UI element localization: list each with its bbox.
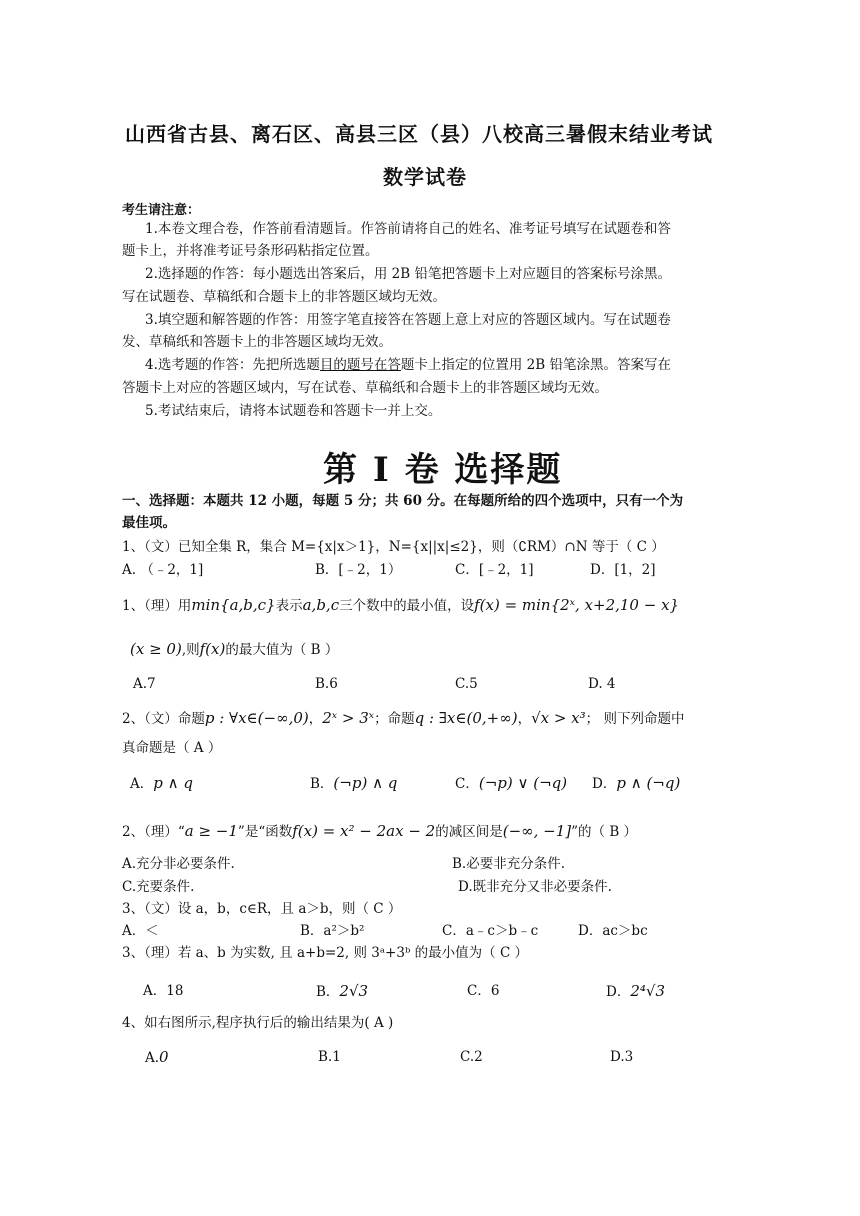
q2-wen-formula-ineq1: 2ˣ > 3ˣ bbox=[322, 709, 375, 727]
q3-li-option-b bbox=[316, 980, 368, 1003]
q2-wen-option-c bbox=[455, 772, 567, 795]
section-instructions-a: 一、选择题：本题共 12 小题，每题 5 分；共 60 分。在每题所给的四个选项中，只有一个为 bbox=[122, 493, 684, 509]
notice-item-4b: 答题卡上对应的答题区域内，写在试卷、草稿纸和合题卡上的非答题区域均无效。 bbox=[122, 380, 608, 396]
q1-li-formula-f: f(x) = min{2ˣ, x+2,10 − x} bbox=[474, 596, 680, 614]
exam-subtitle: 数学试卷 bbox=[383, 165, 467, 189]
section-title: 第 I 卷 选择题 bbox=[323, 450, 563, 490]
section-instructions-b: 最佳项。 bbox=[122, 515, 176, 531]
q1-wen-option-b: B．[﹣2，1） bbox=[315, 562, 402, 578]
q2-wen-option-c-formula: (¬p) ∨ (¬q) bbox=[478, 774, 568, 792]
q4-option-a-value: 0 bbox=[159, 1048, 169, 1066]
q2-wen-text-1: 2、（文）命题 bbox=[122, 711, 205, 727]
q2-wen-option-d-label: D． bbox=[592, 776, 617, 792]
q2-li-text-1: 2、（理）“ bbox=[122, 824, 185, 840]
q1-li-text-1: 1、（理）用 bbox=[122, 598, 192, 614]
q3-wen-option-b: B．a²＞b² bbox=[300, 923, 365, 939]
q2-wen-option-c-label: C． bbox=[455, 776, 479, 792]
q2-wen-formula-q: q : ∃x∈(0,+∞) bbox=[414, 709, 518, 727]
notice-item-4a-part3: 题卡上指定的位置用 2B 铅笔涂黑。答案写在 bbox=[400, 357, 671, 373]
q3-li-stem: 3、（理）若 a、b 为实数, 且 a+b=2, 则 3ᵃ+3ᵇ 的最小值为（ C ） bbox=[122, 945, 529, 961]
q2-wen-stem: 2、（文）命题p : ∀x∈(−∞,0)，2ˣ > 3ˣ；命题q : ∃x∈(0,+∞)，√x > x³； 则下列命题中 bbox=[122, 709, 685, 727]
q1-li-option-c: C.5 bbox=[455, 676, 478, 692]
q2-li-option-b: B.必要非充分条件. bbox=[452, 856, 566, 872]
q1-li-text-3: 三个数中的最小值，设 bbox=[339, 598, 475, 614]
q1-li-formula-min: min{a,b,c} bbox=[191, 596, 276, 614]
q2-li-stem bbox=[122, 820, 637, 843]
q2-li-option-c: C.充要条件. bbox=[122, 879, 195, 895]
notice-item-4a bbox=[145, 354, 671, 376]
q1-wen-stem: 1、（文）已知全集 R，集合 M={x|x＞1}，N={x||x|≤2}，则（∁RM）∩N 等于（ C ） bbox=[122, 539, 665, 555]
q3-wen-option-a: A．＜ bbox=[122, 923, 159, 939]
q2-li-text-3: 的减区间是 bbox=[435, 824, 503, 840]
q1-wen-option-a: A. （﹣2，1] bbox=[122, 562, 204, 578]
q2-wen-option-a-formula: p ∧ q bbox=[153, 774, 193, 792]
notice-item-2a: 2.选择题的作答：每小题选出答案后，用 2B 铅笔把答题卡上对应题目的答案标号涂黑。 bbox=[145, 266, 671, 282]
q1-li-formula-fx: f(x) bbox=[199, 640, 226, 658]
q4-option-a-label: A. bbox=[145, 1050, 160, 1066]
notice-item-4a-underlined: 目的题号在答 bbox=[319, 357, 401, 373]
notice-item-4a-part1: 4.选考题的作答：先把所选题 bbox=[145, 357, 320, 373]
q4-option-c: C.2 bbox=[460, 1049, 483, 1065]
q1-li-text-5: 的最大值为（ B ） bbox=[225, 642, 339, 658]
q2-li-option-d: D.既非充分又非必要条件. bbox=[458, 879, 612, 895]
q2-wen-option-a-label: A． bbox=[130, 776, 154, 792]
q2-wen-option-b-label: B． bbox=[310, 776, 334, 792]
notice-item-1a: 1.本卷文理合卷，作答前看清题旨。作答前请将自己的姓名、准考证号填写在试题卷和答 bbox=[145, 221, 671, 237]
q2-wen-formula-ineq2: √x > x³ bbox=[531, 709, 586, 727]
q1-li-formula-abc: a,b,c bbox=[302, 596, 340, 614]
q1-li-text-4: ,则 bbox=[181, 642, 200, 658]
q3-li-option-b-formula: 2√3 bbox=[339, 982, 369, 1000]
q2-wen-option-a bbox=[130, 772, 193, 795]
notice-item-2b: 写在试题卷、草稿纸和合题卡上的非答题区域均无效。 bbox=[122, 289, 446, 305]
q1-wen-option-d: D．[1，2] bbox=[590, 562, 656, 578]
q1-li-option-a: A.7 bbox=[133, 676, 156, 692]
q3-li-option-c: C．6 bbox=[467, 983, 500, 999]
q1-wen-option-c: C．[﹣2，1] bbox=[455, 562, 534, 578]
q2-wen-text-3: ； 则下列命题中 bbox=[585, 711, 685, 727]
q3-wen-option-c: C．a﹣c＞b﹣c bbox=[442, 923, 539, 939]
q2-wen-option-d bbox=[592, 772, 680, 795]
q3-wen-stem: 3、（文）设 a，b，c∈R，且 a＞b，则（ C ） bbox=[122, 901, 402, 917]
q2-li-formula-a: a ≥ −1 bbox=[184, 822, 238, 840]
q3-li-option-d-label: D． bbox=[606, 984, 631, 1000]
q2-wen-option-d-formula: p ∧ (¬q) bbox=[616, 774, 681, 792]
q2-wen-option-b bbox=[310, 772, 397, 795]
q2-li-formula-interval: (−∞, −1] bbox=[502, 822, 572, 840]
notice-item-1b: 题卡上，并将准考证号条形码粘指定位置。 bbox=[122, 243, 379, 259]
q3-li-option-d bbox=[606, 980, 665, 1003]
q3-li-option-d-formula: 2⁴√3 bbox=[630, 982, 665, 1000]
q3-li-option-a: A．18 bbox=[143, 983, 184, 999]
q2-wen-formula-p: p : ∀x∈(−∞,0) bbox=[204, 709, 309, 727]
notice-item-3b: 发、草稿纸和答题卡上的非答题区域均无效。 bbox=[122, 334, 392, 350]
q2-li-text-4: ”的（ B ） bbox=[571, 824, 638, 840]
q2-wen-option-b-formula: (¬p) ∧ q bbox=[333, 774, 398, 792]
q4-option-b: B.1 bbox=[318, 1049, 341, 1065]
notice-heading: 考生请注意： bbox=[122, 203, 201, 218]
q2-li-option-a: A.充分非必要条件. bbox=[122, 856, 235, 872]
q4-stem: 4、如右图所示,程序执行后的输出结果为( A ) bbox=[122, 1015, 394, 1031]
q1-li-text-2: 表示 bbox=[275, 598, 303, 614]
q2-li-formula-f: f(x) = x² − 2ax − 2 bbox=[292, 822, 436, 840]
q1-li-option-d: D. 4 bbox=[588, 676, 616, 692]
notice-item-5: 5.考试结束后，请将本试题卷和答题卡一并上交。 bbox=[145, 403, 442, 419]
q3-li-option-b-label: B． bbox=[316, 984, 340, 1000]
q4-option-d: D.3 bbox=[610, 1049, 634, 1065]
q4-option-a bbox=[145, 1046, 169, 1069]
q2-wen-text-2: ；命题 bbox=[374, 711, 415, 727]
q2-li-text-2: ”是“函数 bbox=[237, 824, 293, 840]
q1-li-stem bbox=[122, 594, 679, 617]
exam-title: 山西省古县、离石区、高县三区（县）八校高三暑假末结业考试 bbox=[125, 122, 713, 146]
notice-item-3a: 3.填空题和解答题的作答：用签字笔直接答在答题上意上对应的答题区域内。写在试题卷 bbox=[145, 312, 671, 328]
q1-li-option-b: B.6 bbox=[315, 676, 338, 692]
q1-li-formula-domain: (x ≥ 0) bbox=[130, 640, 182, 658]
q3-wen-option-d: D．ac＞bc bbox=[578, 923, 648, 939]
q1-li-stem-cont bbox=[130, 638, 338, 661]
q2-wen-stem-cont: 真命题是（ A ） bbox=[122, 740, 222, 756]
